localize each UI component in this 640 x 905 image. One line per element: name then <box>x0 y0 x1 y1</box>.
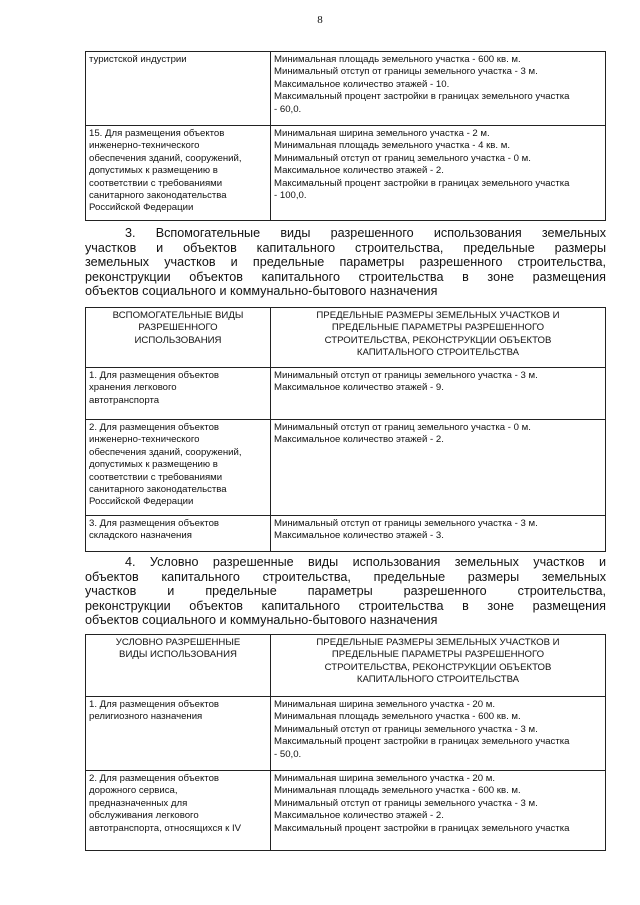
cell-text-line: СТРОИТЕЛЬСТВА, РЕКОНСТРУКЦИИ ОБЪЕКТОВ <box>324 334 552 346</box>
cell-text-line: Максимальный процент застройки в границах земельного участка <box>274 736 570 748</box>
cell-text-line: предназначенных для <box>89 797 188 809</box>
table-auxiliary-uses <box>85 307 606 552</box>
cell-text-line: Минимальный отступ от границы земельного участка - 3 м. <box>274 797 538 809</box>
cell-text-line: Российской Федерации <box>89 496 194 508</box>
cell-text-line: КАПИТАЛЬНОГО СТРОИТЕЛЬСТВА <box>356 674 520 686</box>
table-header-row <box>86 308 606 368</box>
cell-text-line: санитарного законодательства <box>89 190 227 202</box>
cell-text-line: 1. Для размещения объектов <box>89 370 220 381</box>
cell-text-line: - 50,0. <box>274 748 302 760</box>
cell-text-line: инженерно-технического <box>89 434 200 446</box>
cell-text-line: Максимальное количество этажей - 2. <box>274 165 444 177</box>
cell-text-line: 15. Для размещения объектов <box>89 128 225 139</box>
cell-text-line: КАПИТАЛЬНОГО СТРОИТЕЛЬСТВА <box>356 347 520 359</box>
cell-text-line: Максимальный процент застройки в границах земельного участка <box>274 822 570 834</box>
cell-text-line: санитарного законодательства <box>89 484 227 496</box>
cell-text-line: СТРОИТЕЛЬСТВА, РЕКОНСТРУКЦИИ ОБЪЕКТОВ <box>324 661 552 673</box>
parameters-cell <box>271 126 606 221</box>
page-number: 8 <box>317 14 323 26</box>
header-cell-parameters <box>271 635 606 697</box>
heading-line: реконструкции объектов капитального строительства в зоне размещения <box>85 598 606 613</box>
cell-text-line: ПРЕДЕЛЬНЫЕ РАЗМЕРЫ ЗЕМЕЛЬНЫХ УЧАСТКОВ И <box>316 310 560 321</box>
cell-text-line: РАЗРЕШЕННОГО <box>138 322 218 334</box>
cell-text-line: Минимальная ширина земельного участка - 2 м. <box>274 128 490 139</box>
heading-line: земельных участков и предельные параметры разрешенного строительства, <box>85 255 606 270</box>
heading-line: реконструкции объектов капитального строительства в зоне размещения <box>85 269 606 284</box>
cell-text-line: - 100,0. <box>274 190 307 202</box>
cell-text-line: ПРЕДЕЛЬНЫЕ ПАРАМЕТРЫ РАЗРЕШЕННОГО <box>331 322 545 334</box>
cell-text-line: автотранспорта <box>89 394 160 406</box>
table-row <box>86 420 606 516</box>
cell-text-line: туристской индустрии <box>89 54 187 65</box>
table-conditional-uses <box>85 634 606 851</box>
header-cell-uses <box>86 635 271 697</box>
use-type-cell <box>86 771 271 851</box>
cell-text-line: инженерно-технического <box>89 140 200 152</box>
cell-text-line: Минимальный отступ от границы земельного участка - 3 м. <box>274 66 538 78</box>
cell-text-line: ВСПОМОГАТЕЛЬНЫЕ ВИДЫ <box>112 310 244 321</box>
table-row <box>86 126 606 221</box>
parameters-cell <box>271 771 606 851</box>
cell-text-line: Максимальное количество этажей - 2. <box>274 434 444 446</box>
cell-text-line: Максимальное количество этажей - 2. <box>274 810 444 822</box>
cell-text-line: Минимальная площадь земельного участка - 600 кв. м. <box>274 711 521 723</box>
section-3-heading <box>85 226 606 299</box>
parameters-cell <box>271 516 606 552</box>
cell-text-line: религиозного назначения <box>89 711 203 723</box>
cell-text-line: Максимальное количество этажей - 3. <box>274 530 444 542</box>
cell-text-line: Минимальный отступ от границ земельного участка - 0 м. <box>274 152 531 164</box>
cell-text-line: Минимальная площадь земельного участка - 600 кв. м. <box>274 785 521 797</box>
cell-text-line: Минимальная площадь земельного участка - 600 кв. м. <box>274 54 521 65</box>
cell-text-line: соответствии с требованиями <box>89 471 223 483</box>
cell-text-line: Максимальное количество этажей - 10. <box>274 78 450 90</box>
table-row <box>86 697 606 771</box>
cell-text-line: ВИДЫ ИСПОЛЬЗОВАНИЯ <box>119 649 237 661</box>
parameters-cell <box>271 697 606 771</box>
cell-text-line: допустимых к размещению в <box>89 165 218 177</box>
table-row <box>86 516 606 552</box>
cell-text-line: Минимальный отступ от границ земельного участка - 0 м. <box>274 422 531 433</box>
use-type-cell <box>86 420 271 516</box>
cell-text-line: ПРЕДЕЛЬНЫЕ ПАРАМЕТРЫ РАЗРЕШЕННОГО <box>331 649 545 661</box>
parameters-cell <box>271 420 606 516</box>
heading-line: 4. Условно разрешенные виды использования земельных участков и <box>125 555 606 569</box>
cell-text-line: - 60,0. <box>274 103 302 115</box>
cell-text-line: Минимальный отступ от границы земельного участка - 3 м. <box>274 370 538 381</box>
use-type-cell <box>86 516 271 552</box>
use-type-cell <box>86 52 271 126</box>
cell-text-line: 3. Для размещения объектов <box>89 518 220 529</box>
cell-text-line: Минимальный отступ от границы земельного участка - 3 м. <box>274 723 538 735</box>
cell-text-line: Максимальный процент застройки в границах земельного участка <box>274 177 570 189</box>
section-4-heading <box>85 555 606 628</box>
table-row <box>86 368 606 420</box>
heading-line: участков и предельные параметры разрешенного строительства, <box>85 584 606 599</box>
cell-text-line: 2. Для размещения объектов <box>89 422 220 433</box>
cell-text-line: обеспечения зданий, сооружений, <box>89 446 242 458</box>
header-cell-uses <box>86 308 271 368</box>
cell-text-line: обеспечения зданий, сооружений, <box>89 152 242 164</box>
cell-text-line: обслуживания легкового <box>89 810 199 822</box>
heading-line: объектов капитального строительства, предельные размеры земельных <box>85 569 606 584</box>
cell-text-line: ПРЕДЕЛЬНЫЕ РАЗМЕРЫ ЗЕМЕЛЬНЫХ УЧАСТКОВ И <box>316 637 560 648</box>
cell-text-line: дорожного сервиса, <box>89 785 178 797</box>
heading-line: 3. Вспомогательные виды разрешенного использования земельных <box>125 226 606 240</box>
cell-text-line: складского назначения <box>89 530 192 542</box>
cell-text-line: УСЛОВНО РАЗРЕШЕННЫЕ <box>115 637 241 648</box>
cell-text-line: соответствии с требованиями <box>89 177 223 189</box>
table-row <box>86 771 606 851</box>
cell-text-line: 2. Для размещения объектов <box>89 773 220 784</box>
use-type-cell <box>86 126 271 221</box>
heading-line: объектов социального и коммунально-бытового назначения <box>85 284 438 299</box>
cell-text-line: Минимальный отступ от границы земельного участка - 3 м. <box>274 518 538 529</box>
cell-text-line: ИСПОЛЬЗОВАНИЯ <box>134 334 222 346</box>
cell-text-line: Минимальная ширина земельного участка - 20 м. <box>274 773 496 784</box>
cell-text-line: Максимальное количество этажей - 9. <box>274 382 444 394</box>
cell-text-line: Минимальная ширина земельного участка - 20 м. <box>274 699 496 710</box>
cell-text-line: хранения легкового <box>89 382 177 394</box>
table-header-row <box>86 635 606 697</box>
heading-line: объектов социального и коммунально-бытового назначения <box>85 613 438 628</box>
table-row <box>86 52 606 126</box>
cell-text-line: Максимальный процент застройки в границах земельного участка <box>274 91 570 103</box>
cell-text-line: Российской Федерации <box>89 202 194 214</box>
use-type-cell <box>86 697 271 771</box>
cell-text-line: допустимых к размещению в <box>89 459 218 471</box>
parameters-cell <box>271 368 606 420</box>
parameters-cell <box>271 52 606 126</box>
cell-text-line: 1. Для размещения объектов <box>89 699 220 710</box>
cell-text-line: автотранспорта, относящихся к IV <box>89 822 242 834</box>
cell-text-line: Минимальная площадь земельного участка - 4 кв. м. <box>274 140 510 152</box>
header-cell-parameters <box>271 308 606 368</box>
heading-line: участков и объектов капитального строительства, предельные размеры <box>85 240 606 255</box>
use-type-cell <box>86 368 271 420</box>
table-zone-main-uses-continued <box>85 51 606 221</box>
